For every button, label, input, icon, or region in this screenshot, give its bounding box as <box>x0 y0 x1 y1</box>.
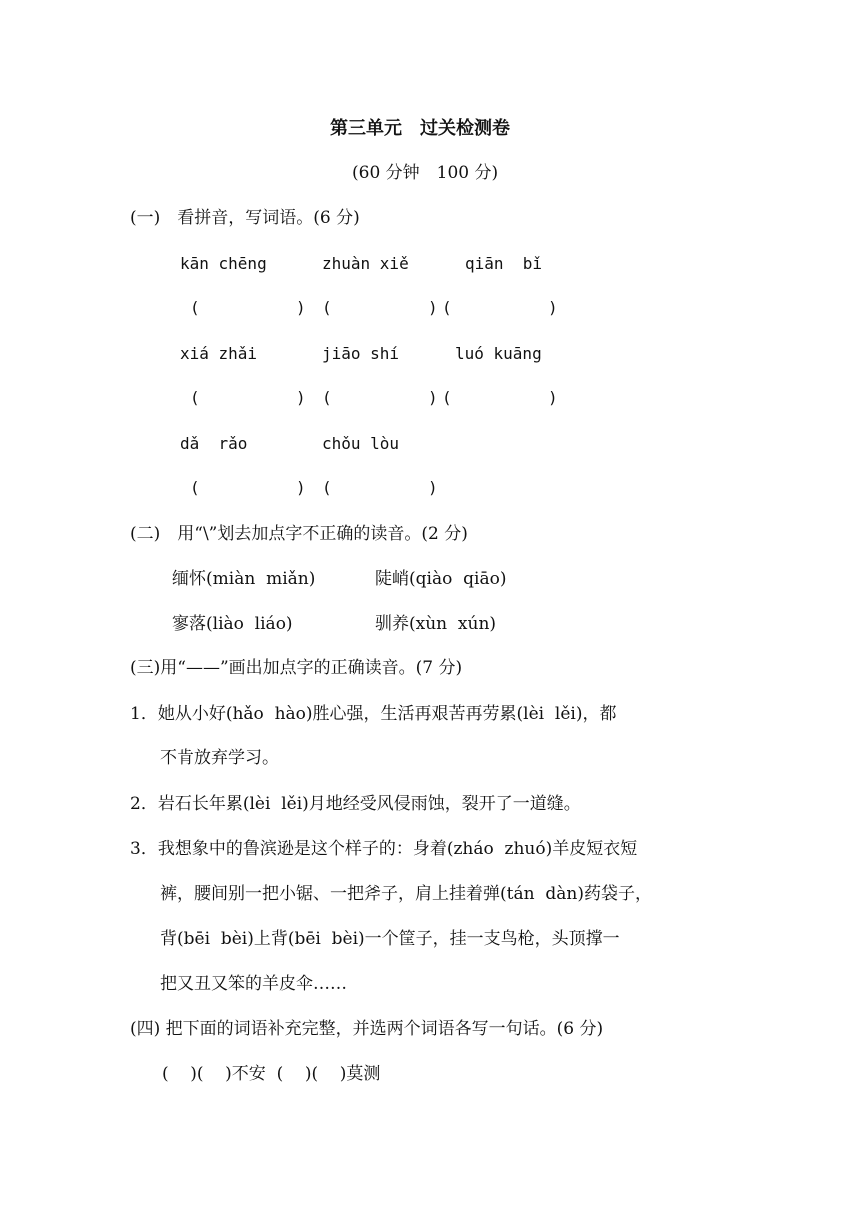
section3-heading: (三)用“——”画出加点字的正确读音。(7 分) <box>130 658 463 678</box>
answer-blank[interactable]: ( ) <box>322 298 438 317</box>
question-line: 不肯放弃学习。 <box>160 748 279 768</box>
answer-blank[interactable]: ( ) <box>190 478 306 497</box>
pinyin-item: qiān bǐ <box>465 254 543 273</box>
reading-item: 驯养(xùn xún) <box>375 614 497 634</box>
fill-in-line[interactable]: ( )( )不安 ( )( )莫测 <box>162 1064 381 1084</box>
question-line: 3．我想象中的鲁滨逊是这个样子的：身着(zháo zhuó)羊皮短衣短 <box>130 839 638 859</box>
pinyin-item: kān chēng <box>180 254 267 273</box>
pinyin-item: luó kuāng <box>455 344 542 363</box>
question-line: 把又丑又笨的羊皮伞…… <box>160 974 347 994</box>
answer-blank[interactable]: ( ) <box>442 388 558 407</box>
reading-item: 陡峭(qiào qiāo) <box>375 569 507 589</box>
answer-blank[interactable]: ( ) <box>190 388 306 407</box>
section1-heading: (一) 看拼音，写词语。(6 分) <box>130 208 360 228</box>
answer-blank[interactable]: ( ) <box>322 478 438 497</box>
page-title: 第三单元 过关检测卷 <box>330 118 510 139</box>
answer-blank[interactable]: ( ) <box>322 388 438 407</box>
pinyin-item: dǎ rǎo <box>180 434 248 453</box>
question-line: 裤，腰间别一把小锯、一把斧子，肩上挂着弹(tán dàn)药袋子， <box>160 884 652 904</box>
question-line: 2．岩石长年累(lèi lěi)月地经受风侵雨蚀，裂开了一道缝。 <box>130 794 581 814</box>
question-line: 背(bēi bèi)上背(bēi bèi)一个筐子，挂一支鸟枪，头顶撑一 <box>160 929 620 949</box>
question-line: 1．她从小好(hǎo hào)胜心强，生活再艰苦再劳累(lèi lěi)，都 <box>130 704 617 724</box>
section2-heading: (二) 用“\”划去加点字不正确的读音。(2 分) <box>130 524 468 544</box>
pinyin-item: jiāo shí <box>322 344 400 363</box>
pinyin-item: xiá zhǎi <box>180 344 258 363</box>
pinyin-item: chǒu lòu <box>322 434 400 453</box>
section4-heading: (四) 把下面的词语补充完整，并选两个词语各写一句话。(6 分) <box>130 1019 604 1039</box>
answer-blank[interactable]: ( ) <box>442 298 558 317</box>
reading-item: 缅怀(miàn miǎn) <box>172 569 316 589</box>
pinyin-item: zhuàn xiě <box>322 254 409 273</box>
answer-blank[interactable]: ( ) <box>190 298 306 317</box>
page-subtitle: (60 分钟 100 分) <box>352 163 499 183</box>
reading-item: 寥落(liào liáo) <box>172 614 293 634</box>
